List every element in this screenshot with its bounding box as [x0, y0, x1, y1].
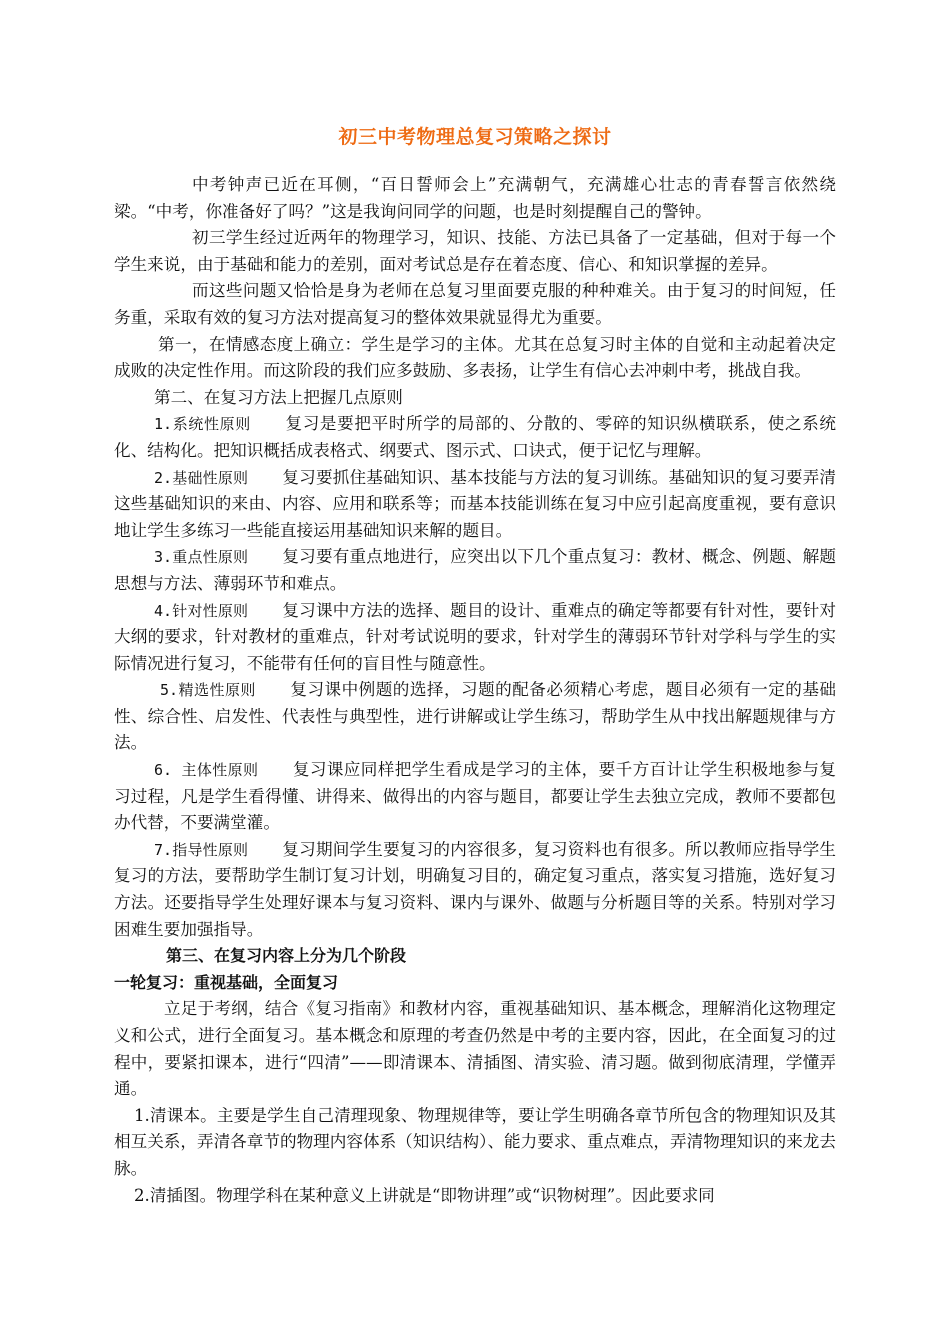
- principle-text: 复习课中例题的选择，习题的配备必须精心考虑，题目必须有一定的基础性、综合性、启发性、代表性与典型性，进行讲解或让学生练习，帮助学生从中找出解题规律与方法。: [114, 680, 837, 753]
- principle-text: 复习要抓住基础知识、基本技能与方法的复习训练。基础知识的复习要弄清这些基础知识的来由、内容、应用和联系等；而基本技能训练在复习中应引起高度重视，要有意识地让学生多练习一些能直接运用基础知识来解的题目。: [114, 467, 837, 540]
- paragraph: 中考钟声已近在耳侧，“百日誓师会上”充满朝气，充满雄心壮志的青春誓言依然绕梁。“中考，你准备好了吗？”这是我询问同学的问题，也是时刻提醒自己的警钟。: [114, 175, 836, 221]
- principle-text: 复习要有重点地进行，应突出以下几个重点复习：教材、概念、例题、解题思想与方法、薄弱环节和难点。: [114, 547, 837, 593]
- principle-name: 4.针对性原则: [154, 601, 249, 620]
- principle-text: 复习课中方法的选择、题目的设计、重难点的确定等都要有针对性，要针对大纲的要求，针对教材的重难点，针对考试说明的要求，针对学生的薄弱环节针对学科与学生的实际情况进行复习，不能带有任何的盲目性与随意性。: [114, 600, 837, 673]
- principle-name: 7.指导性原则: [154, 840, 249, 859]
- principle-item: [114, 544, 836, 597]
- principle-text: 复习期间学生要复习的内容很多，复习资料也有很多。所以教师应指导学生复习的方法，要帮助学生制订复习计划，明确复习目的，确定复习重点，落实复习措施，选好复习方法。还要指导学生处理好课本与复习资料、课内与课外、做题与分析题目等的关系。特别对学习困难生要加强指导。: [114, 839, 837, 939]
- document-body: [114, 172, 836, 1209]
- principle-text: 复习是要把平时所学的局部的、分散的、零碎的知识纵横联系，使之系统化、结构化。把知识概括成表格式、纲要式、图示式、口诀式，便于记忆与理解。: [114, 414, 836, 460]
- section-heading: 第三、在复习内容上分为几个阶段: [166, 946, 407, 966]
- principle-item: [114, 411, 836, 464]
- principle-item: [114, 598, 836, 678]
- principle-item: [114, 757, 836, 837]
- list-item: 2.清插图。物理学科在某种意义上讲就是“即物讲理”或“识物树理”。因此要求同: [134, 1185, 715, 1205]
- principle-name: 2.基础性原则: [154, 468, 249, 487]
- principle-name: 1.系统性原则: [154, 415, 251, 434]
- principle-item: [114, 677, 836, 757]
- section-heading: 第二、在复习方法上把握几点原则: [154, 387, 403, 407]
- document-title: 初三中考物理总复习策略之探讨: [338, 126, 612, 148]
- principle-text: 复习课应同样把学生看成是学习的主体，要千方百计让学生积极地参与复习过程，凡是学生看得懂、讲得来、做得出的内容与题目，都要让学生去独立完成，教师不要都包办代替，不要满堂灌。: [114, 760, 837, 833]
- principle-name: 5.精选性原则: [160, 681, 256, 700]
- principle-item: [114, 465, 836, 545]
- list-item: 1.清课本。主要是学生自己清理现象、物理规律等，要让学生明确各章节所包含的物理知识及其相互关系，弄清各章节的物理内容体系（知识结构）、能力要求、重点难点，弄清物理知识的来龙去脉。: [114, 1105, 836, 1178]
- paragraph: 而这些问题又恰恰是身为老师在总复习里面要克服的种种难关。由于复习的时间短，任务重，采取有效的复习方法对提高复习的整体效果就显得尤为重要。: [114, 281, 836, 327]
- principle-item: [114, 837, 836, 943]
- paragraph: 立足于考纲，结合《复习指南》和教材内容，重视基础知识、基本概念，理解消化这物理定义和公式，进行全面复习。基本概念和原理的考查仍然是中考的主要内容，因此，在全面复习的过程中，要紧扣课本，进行“四清”——即清课本、清插图、清实验、清习题。做到彻底清理，学懂弄通。: [114, 999, 836, 1099]
- subsection-heading: 一轮复习：重视基础，全面复习: [114, 972, 339, 992]
- paragraph: 第一，在情感态度上确立：学生是学习的主体。尤其在总复习时主体的自觉和主动起着决定成败的决定性作用。而这阶段的我们应多鼓励、多表扬，让学生有信心去冲刺中考，挑战自我。: [114, 334, 836, 381]
- principle-name: 6. 主体性原则: [154, 761, 259, 780]
- paragraph: 初三学生经过近两年的物理学习，知识、技能、方法已具备了一定基础，但对于每一个学生来说，由于基础和能力的差别，面对考试总是存在着态度、信心、和知识掌握的差异。: [114, 228, 836, 274]
- principle-name: 3.重点性原则: [154, 548, 249, 567]
